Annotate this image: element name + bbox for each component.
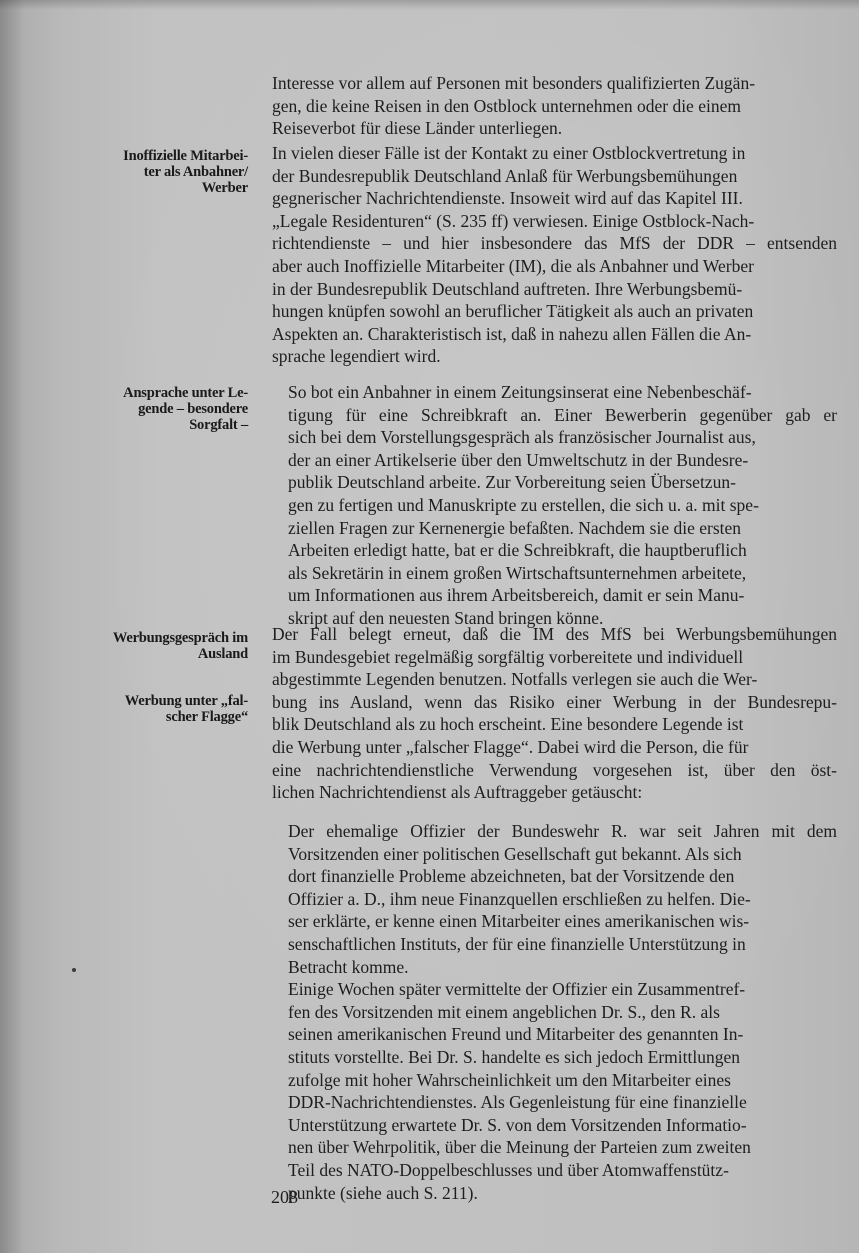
text-line: in der Bundesrepublik Deutschland auftreten. Ihre Werbungsbemü- <box>272 278 743 299</box>
text-line: Aspekten an. Charakteristisch ist, daß in nahezu allen Fällen die An- <box>272 323 752 344</box>
text-line: die Werbung unter „falscher Flagge“. Dabei wird die Person, die für <box>272 736 749 757</box>
text-line: Offizier a. D., ihm neue Finanzquellen erschließen zu helfen. Die- <box>288 888 751 909</box>
scan-top-shadow <box>0 0 859 10</box>
text-line: „Legale Residenturen“ (S. 235 ff) verwiesen. Einige Ostblock-Nach- <box>272 210 755 231</box>
margin-note-werbungsgespraech-im-ausland: Werbungsgespräch im Ausland <box>112 630 248 662</box>
text-line: ser erklärte, er kenne einen Mitarbeiter eines amerikanischen wis- <box>288 911 750 932</box>
paragraph-2 <box>272 142 837 368</box>
text-line: Vorsitzenden einer politischen Gesellschaft gut bekannt. Als sich <box>288 843 742 864</box>
scan-speck <box>72 968 76 972</box>
text-line: bung ins Ausland, wenn das Risiko einer Werbung in der Bundesrepu- <box>272 691 837 712</box>
text-line: ziellen Fragen zur Kernenergie befaßten. Nachdem sie die ersten <box>288 517 742 538</box>
text-line: richtendienste – und hier insbesondere das MfS der DDR – entsenden <box>272 233 837 254</box>
paragraph-5-example <box>288 820 837 1204</box>
text-line: In vielen dieser Fälle ist der Kontakt zu einer Ostblockvertretung in <box>272 143 746 163</box>
text-line: sprache legendiert wird. <box>272 346 441 367</box>
text-line: lichen Nachrichtendienst als Auftraggeber getäuscht: <box>272 782 643 803</box>
text-line: Arbeiten erledigt hatte, bat er die Schreibkraft, die hauptberuflich <box>288 540 747 561</box>
text-line: skript auf den neuesten Stand bringen könne. <box>288 607 604 628</box>
text-line: sich bei dem Vorstellungsgespräch als französischer Journalist aus, <box>288 427 756 448</box>
text-line: Der Fall belegt erneut, daß die IM des MfS bei Werbungsbemühungen <box>272 624 837 644</box>
text-line: DDR-Nachrichtendienstes. Als Gegenleistung für eine finanzielle <box>288 1092 747 1113</box>
text-line: So bot ein Anbahner in einem Zeitungsinserat eine Nebenbeschäf- <box>288 382 752 402</box>
text-line: Unterstützung erwartete Dr. S. von dem Vorsitzenden Informatio- <box>288 1114 747 1135</box>
text-line: Der ehemalige Offizier der Bundeswehr R. war seit Jahren mit dem <box>288 821 837 841</box>
page-number: 208 <box>271 1187 298 1207</box>
text-line: Reiseverbot für diese Länder unterliegen. <box>272 118 563 139</box>
text-line: dort finanzielle Probleme abzeichneten, bat der Vorsitzende den <box>288 866 735 887</box>
text-line: abgestimmte Legenden benutzen. Notfalls verlegen sie auch die Wer- <box>272 669 758 690</box>
text-line: seinen amerikanischen Freund und Mitarbeiter des genannten In- <box>288 1024 744 1045</box>
text-line: gen zu fertigen und Manuskripte zu erstellen, die sich u. a. mit spe- <box>288 494 759 515</box>
text-line: punkte (siehe auch S. 211). <box>288 1182 478 1203</box>
paragraph-1 <box>272 72 837 140</box>
text-line: im Bundesgebiet regelmäßig sorgfältig vorbereitete und individuell <box>272 646 744 667</box>
text-line: als Sekretärin in einem großen Wirtschaftsunternehmen arbeitete, <box>288 562 747 583</box>
text-line: eine nachrichtendienstliche Verwendung vorgesehen ist, über den öst- <box>272 759 838 780</box>
text-line: stituts vorstellte. Bei Dr. S. handelte es sich jedoch Ermittlungen <box>288 1046 741 1067</box>
text-line: fen des Vorsitzenden mit einem angeblichen Dr. S., den R. als <box>288 1001 720 1022</box>
text-line: gen, die keine Reisen in den Ostblock unternehmen oder die einem <box>272 95 741 116</box>
text-line: blik Deutschland als zu hoch erscheint. Eine besondere Legende ist <box>272 714 744 735</box>
text-line: um Informationen aus ihrem Arbeitsbereich, damit er sein Manu- <box>288 585 745 606</box>
text-line: Interesse vor allem auf Personen mit besonders qualifizierten Zugän- <box>272 73 756 93</box>
text-line: der an einer Artikelserie über den Umweltschutz in der Bundesre- <box>288 449 749 470</box>
text-line: Einige Wochen später vermittelte der Offizier ein Zusammentref- <box>288 979 746 1000</box>
text-line: nen über Wehrpolitik, über die Meinung der Parteien zum zweiten <box>288 1137 751 1158</box>
margin-note-werbung-falscher-flagge: Werbung unter „fal- scher Flagge“ <box>124 693 248 725</box>
text-line: aber auch Inoffizielle Mitarbeiter (IM), die als Anbahner und Werber <box>272 255 754 276</box>
paragraph-3-example <box>288 381 837 630</box>
margin-note-inoffizielle-mitarbeiter: Inoffizielle Mitarbei- ter als Anbahner/ Werber <box>123 148 248 196</box>
text-line: Betracht komme. <box>288 956 409 977</box>
paragraph-4 <box>272 623 837 804</box>
text-line: Teil des NATO-Doppelbeschlusses und über Atomwaffenstütz- <box>288 1159 729 1180</box>
text-line: publik Deutschland arbeite. Zur Vorbereitung seien Übersetzun- <box>288 472 736 493</box>
text-line: senschaftlichen Instituts, der für eine finanzielle Unterstützung in <box>288 933 746 954</box>
margin-note-ansprache-unter-legende: Ansprache unter Le- gende – besondere Sorgfalt – <box>123 385 248 433</box>
text-line: gegnerischer Nachrichtendienste. Insoweit wird auf das Kapitel III. <box>272 188 743 209</box>
text-line: hungen knüpfen sowohl an beruflicher Tätigkeit als auch an privaten <box>272 301 754 322</box>
text-line: zufolge mit hoher Wahrscheinlichkeit um den Mitarbeiter eines <box>288 1069 731 1090</box>
scan-left-shadow <box>0 0 24 1253</box>
text-line: tigung für eine Schreibkraft an. Einer Bewerberin gegenüber gab er <box>288 404 837 425</box>
text-line: der Bundesrepublik Deutschland Anlaß für Werbungsbemühungen <box>272 165 738 186</box>
